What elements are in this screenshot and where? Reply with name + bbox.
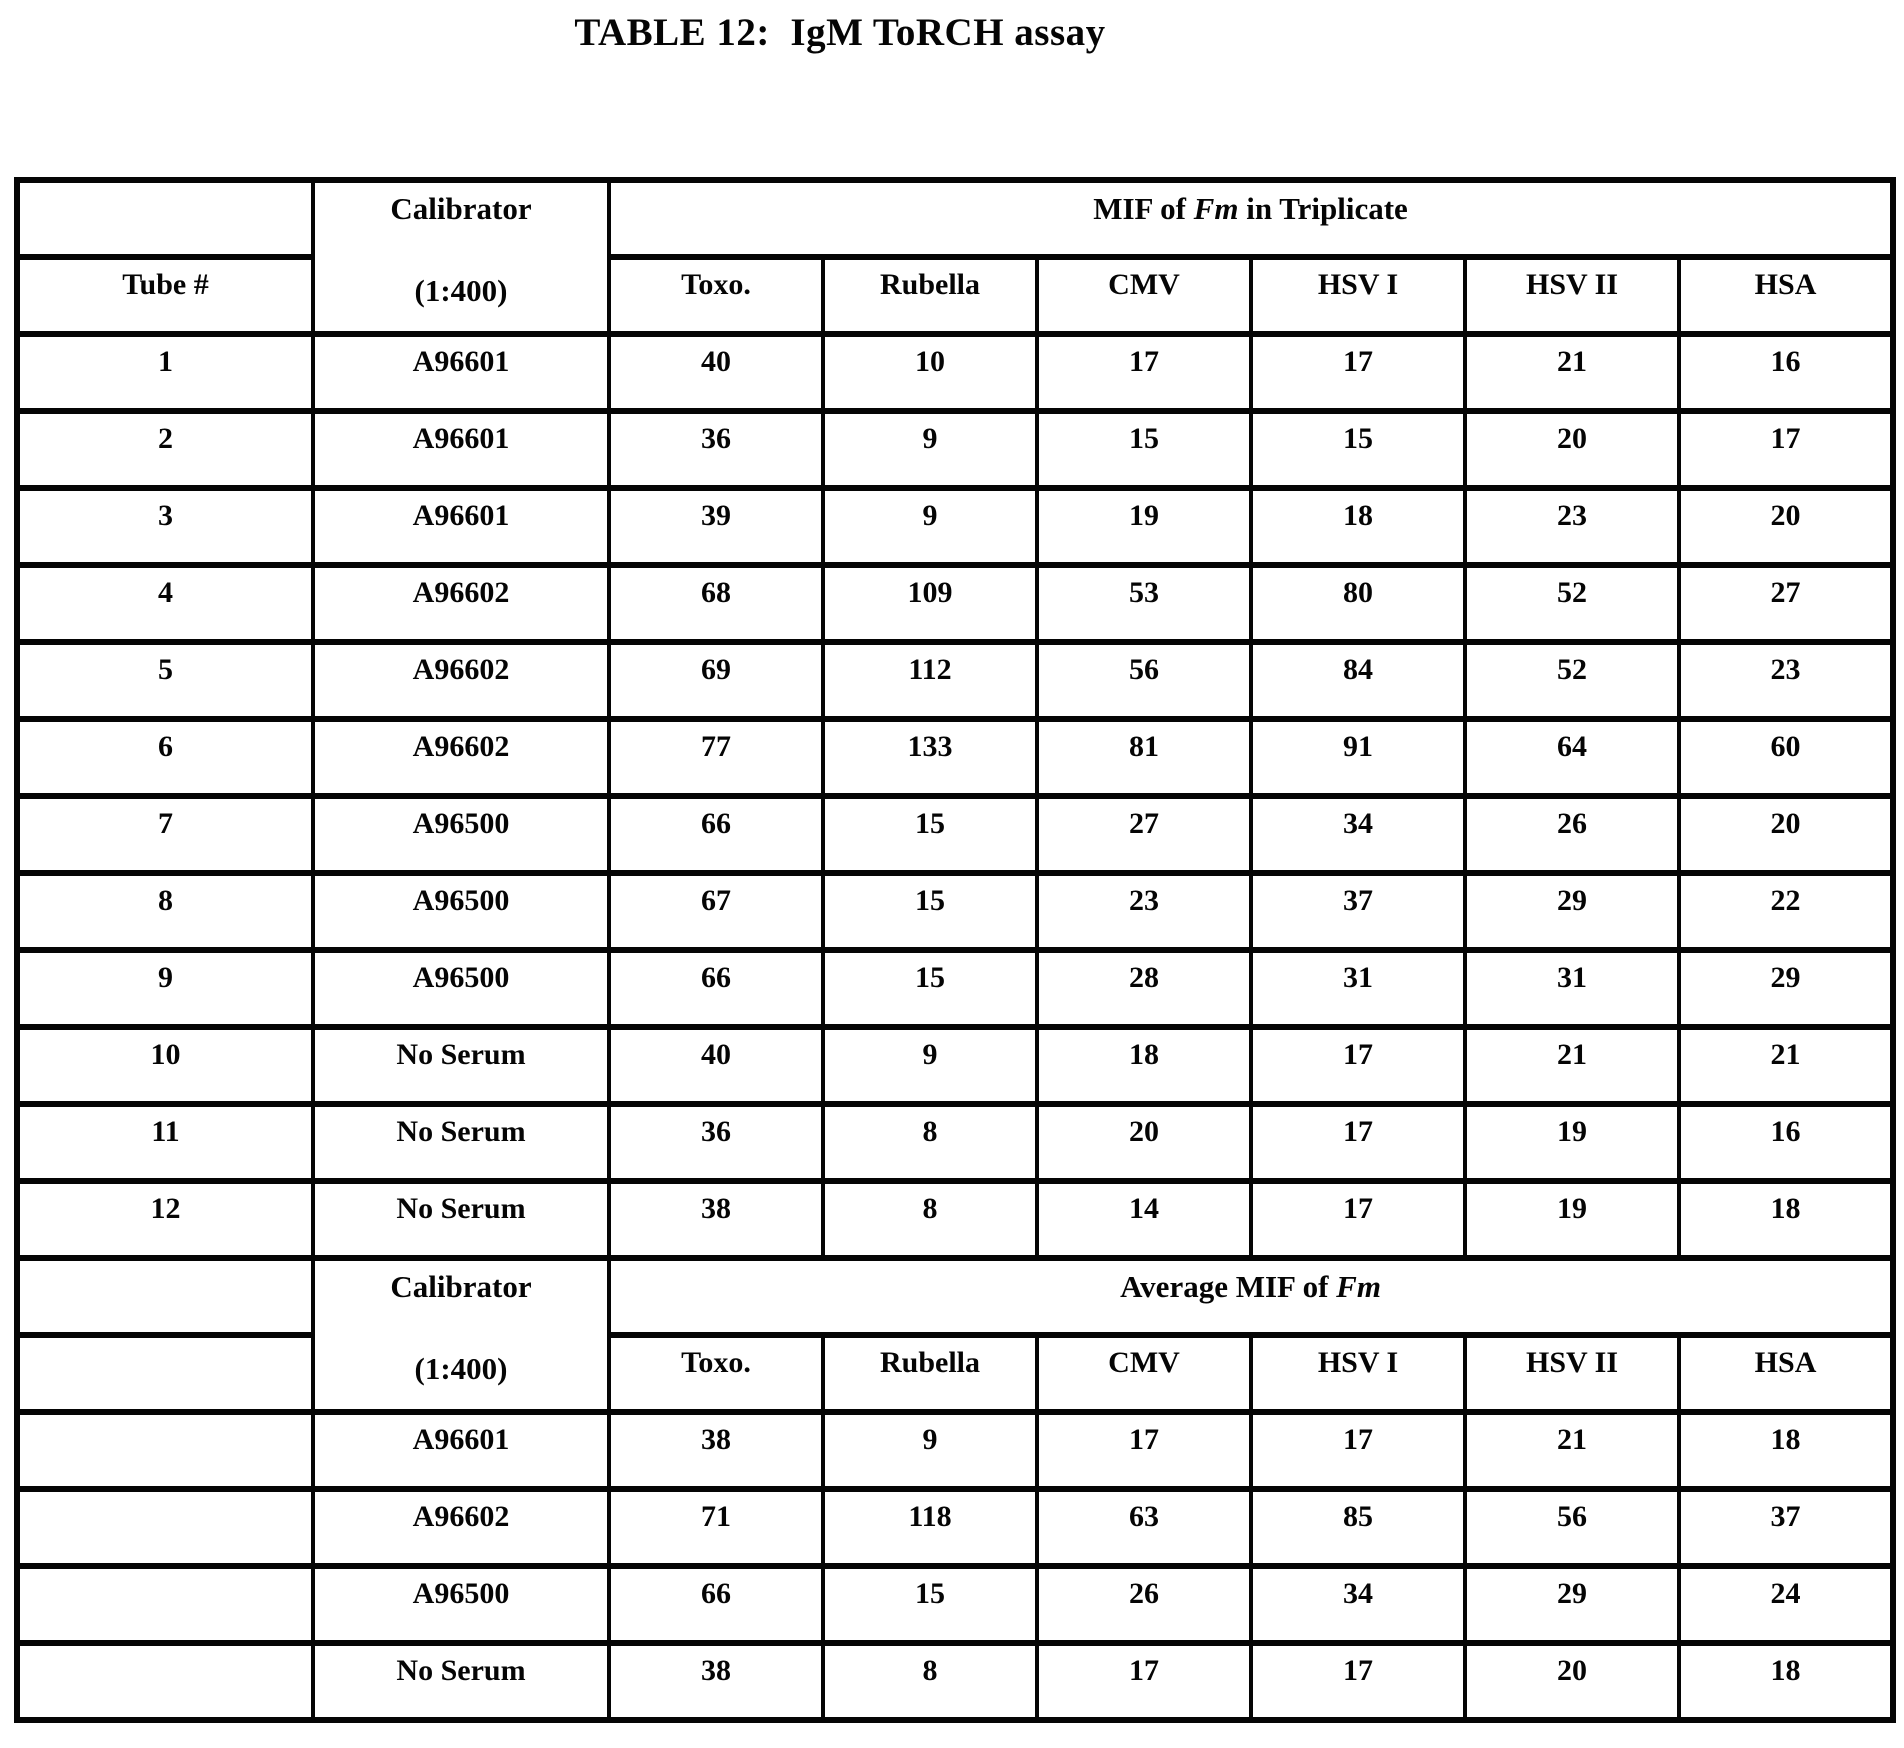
avg-value-hsv-i: 85 bbox=[1251, 1489, 1465, 1566]
value-hsa: 21 bbox=[1679, 1027, 1893, 1104]
value-cmv: 19 bbox=[1037, 488, 1251, 565]
avg-value-rubella: 9 bbox=[823, 1412, 1037, 1489]
value-hsv-ii: 52 bbox=[1465, 642, 1679, 719]
value-cmv: 28 bbox=[1037, 950, 1251, 1027]
avg-value-rubella: 15 bbox=[823, 1566, 1037, 1643]
avg-column-header-hsa: HSA bbox=[1679, 1335, 1893, 1412]
avg-value-hsv-i: 17 bbox=[1251, 1643, 1465, 1720]
avg-value-rubella: 118 bbox=[823, 1489, 1037, 1566]
value-rubella: 10 bbox=[823, 334, 1037, 411]
avg-column-header-hsv-i: HSV I bbox=[1251, 1335, 1465, 1412]
empty-cell bbox=[17, 1412, 313, 1489]
value-hsv-ii: 29 bbox=[1465, 873, 1679, 950]
value-hsa: 60 bbox=[1679, 719, 1893, 796]
column-header-toxo: Toxo. bbox=[609, 257, 823, 334]
triplicate-row-4 bbox=[17, 565, 1893, 642]
value-hsv-ii: 21 bbox=[1465, 1027, 1679, 1104]
value-hsv-i: 17 bbox=[1251, 334, 1465, 411]
value-hsa: 16 bbox=[1679, 1104, 1893, 1181]
value-toxo: 68 bbox=[609, 565, 823, 642]
section2-header-row-2 bbox=[17, 1335, 1893, 1412]
triplicate-row-1 bbox=[17, 334, 1893, 411]
value-rubella: 15 bbox=[823, 873, 1037, 950]
calibrator-cell: A96601 bbox=[313, 411, 609, 488]
empty-cell bbox=[17, 1489, 313, 1566]
avg-value-hsa: 24 bbox=[1679, 1566, 1893, 1643]
tube-number-cell: 5 bbox=[17, 642, 313, 719]
value-hsa: 17 bbox=[1679, 411, 1893, 488]
avg-value-toxo: 38 bbox=[609, 1643, 823, 1720]
value-cmv: 23 bbox=[1037, 873, 1251, 950]
value-hsv-i: 80 bbox=[1251, 565, 1465, 642]
igm-torch-assay-table bbox=[14, 177, 1896, 1723]
value-hsv-i: 84 bbox=[1251, 642, 1465, 719]
fm-italic: Fm bbox=[1193, 191, 1239, 226]
calibrator-cell: A96602 bbox=[313, 565, 609, 642]
tube-number-cell: 8 bbox=[17, 873, 313, 950]
value-hsv-i: 91 bbox=[1251, 719, 1465, 796]
tube-number-cell: 1 bbox=[17, 334, 313, 411]
table-title: TABLE 12: IgM ToRCH assay bbox=[574, 11, 1106, 54]
triplicate-row-2 bbox=[17, 411, 1893, 488]
value-hsv-ii: 21 bbox=[1465, 334, 1679, 411]
avg-value-toxo: 66 bbox=[609, 1566, 823, 1643]
value-cmv: 15 bbox=[1037, 411, 1251, 488]
value-toxo: 67 bbox=[609, 873, 823, 950]
value-hsv-i: 17 bbox=[1251, 1181, 1465, 1258]
section1-header-row-1 bbox=[17, 180, 1893, 257]
value-toxo: 36 bbox=[609, 411, 823, 488]
avg-value-rubella: 8 bbox=[823, 1643, 1037, 1720]
avg-value-hsv-i: 34 bbox=[1251, 1566, 1465, 1643]
value-cmv: 56 bbox=[1037, 642, 1251, 719]
avg-value-hsv-ii: 21 bbox=[1465, 1412, 1679, 1489]
average-mif-header bbox=[609, 1258, 1893, 1335]
avg-calibrator-cell: A96500 bbox=[313, 1566, 609, 1643]
value-rubella: 9 bbox=[823, 1027, 1037, 1104]
calibrator-cell: A96602 bbox=[313, 719, 609, 796]
value-cmv: 20 bbox=[1037, 1104, 1251, 1181]
section2-header-row-1 bbox=[17, 1258, 1893, 1335]
avg-value-hsa: 37 bbox=[1679, 1489, 1893, 1566]
avg-value-cmv: 17 bbox=[1037, 1643, 1251, 1720]
calibrator-cell: A96601 bbox=[313, 334, 609, 411]
avg-value-toxo: 71 bbox=[609, 1489, 823, 1566]
mif-header-text: MIF of bbox=[1093, 191, 1194, 226]
value-toxo: 38 bbox=[609, 1181, 823, 1258]
value-cmv: 81 bbox=[1037, 719, 1251, 796]
avg-column-header-cmv: CMV bbox=[1037, 1335, 1251, 1412]
value-toxo: 66 bbox=[609, 950, 823, 1027]
triplicate-row-12 bbox=[17, 1181, 1893, 1258]
value-toxo: 36 bbox=[609, 1104, 823, 1181]
value-cmv: 18 bbox=[1037, 1027, 1251, 1104]
empty-cell bbox=[17, 1643, 313, 1720]
tube-number-header: Tube # bbox=[17, 257, 313, 334]
value-hsa: 23 bbox=[1679, 642, 1893, 719]
column-header-cmv: CMV bbox=[1037, 257, 1251, 334]
avg-value-hsv-i: 17 bbox=[1251, 1412, 1465, 1489]
value-hsv-i: 31 bbox=[1251, 950, 1465, 1027]
avg-calibrator-cell: A96601 bbox=[313, 1412, 609, 1489]
value-hsv-ii: 19 bbox=[1465, 1181, 1679, 1258]
value-rubella: 8 bbox=[823, 1181, 1037, 1258]
value-rubella: 109 bbox=[823, 565, 1037, 642]
avg-column-header-rubella: Rubella bbox=[823, 1335, 1037, 1412]
triplicate-row-11 bbox=[17, 1104, 1893, 1181]
value-rubella: 9 bbox=[823, 411, 1037, 488]
calibrator-cell: A96601 bbox=[313, 488, 609, 565]
average-row-a96602 bbox=[17, 1489, 1893, 1566]
calibrator-cell: A96602 bbox=[313, 642, 609, 719]
value-hsv-ii: 19 bbox=[1465, 1104, 1679, 1181]
value-rubella: 8 bbox=[823, 1104, 1037, 1181]
value-cmv: 17 bbox=[1037, 334, 1251, 411]
value-cmv: 14 bbox=[1037, 1181, 1251, 1258]
avg-value-cmv: 26 bbox=[1037, 1566, 1251, 1643]
calibrator-cell: A96500 bbox=[313, 873, 609, 950]
avg-value-hsv-ii: 29 bbox=[1465, 1566, 1679, 1643]
avg-column-header-toxo: Toxo. bbox=[609, 1335, 823, 1412]
value-hsa: 20 bbox=[1679, 488, 1893, 565]
calibrator-header-cell bbox=[313, 180, 609, 334]
avg-value-hsv-ii: 56 bbox=[1465, 1489, 1679, 1566]
average-row-a96601 bbox=[17, 1412, 1893, 1489]
mif-triplicate-header bbox=[609, 180, 1893, 257]
column-header-hsv-i: HSV I bbox=[1251, 257, 1465, 334]
tube-number-cell: 3 bbox=[17, 488, 313, 565]
column-header-hsv-ii: HSV II bbox=[1465, 257, 1679, 334]
tube-number-cell: 2 bbox=[17, 411, 313, 488]
triplicate-row-7 bbox=[17, 796, 1893, 873]
average-row-no-serum bbox=[17, 1643, 1893, 1720]
value-toxo: 77 bbox=[609, 719, 823, 796]
value-hsv-i: 15 bbox=[1251, 411, 1465, 488]
empty-cell bbox=[17, 1258, 313, 1335]
section1-header-row-2 bbox=[17, 257, 1893, 334]
value-hsv-ii: 26 bbox=[1465, 796, 1679, 873]
avg-value-hsv-ii: 20 bbox=[1465, 1643, 1679, 1720]
value-hsv-i: 17 bbox=[1251, 1027, 1465, 1104]
avg-calibrator-cell: A96602 bbox=[313, 1489, 609, 1566]
triplicate-row-10 bbox=[17, 1027, 1893, 1104]
value-hsv-ii: 31 bbox=[1465, 950, 1679, 1027]
value-hsv-i: 17 bbox=[1251, 1104, 1465, 1181]
avg-calibrator-header-cell bbox=[313, 1258, 609, 1412]
value-hsa: 29 bbox=[1679, 950, 1893, 1027]
average-row-a96500 bbox=[17, 1566, 1893, 1643]
value-cmv: 53 bbox=[1037, 565, 1251, 642]
avg-value-cmv: 63 bbox=[1037, 1489, 1251, 1566]
value-rubella: 133 bbox=[823, 719, 1037, 796]
value-rubella: 112 bbox=[823, 642, 1037, 719]
calibrator-cell: No Serum bbox=[313, 1027, 609, 1104]
calibrator-label: Calibrator bbox=[390, 1269, 532, 1304]
tube-number-cell: 4 bbox=[17, 565, 313, 642]
tube-number-cell: 7 bbox=[17, 796, 313, 873]
avg-value-hsa: 18 bbox=[1679, 1412, 1893, 1489]
value-hsv-i: 37 bbox=[1251, 873, 1465, 950]
value-hsa: 18 bbox=[1679, 1181, 1893, 1258]
tube-number-cell: 12 bbox=[17, 1181, 313, 1258]
tube-number-cell: 9 bbox=[17, 950, 313, 1027]
triplicate-row-5 bbox=[17, 642, 1893, 719]
value-hsa: 20 bbox=[1679, 796, 1893, 873]
dilution-label: (1:400) bbox=[414, 273, 508, 308]
column-header-hsa: HSA bbox=[1679, 257, 1893, 334]
avg-column-header-hsv-ii: HSV II bbox=[1465, 1335, 1679, 1412]
tube-number-cell: 10 bbox=[17, 1027, 313, 1104]
mif-header-suffix: in Triplicate bbox=[1238, 191, 1408, 226]
value-toxo: 66 bbox=[609, 796, 823, 873]
value-rubella: 15 bbox=[823, 950, 1037, 1027]
triplicate-row-8 bbox=[17, 873, 1893, 950]
value-cmv: 27 bbox=[1037, 796, 1251, 873]
calibrator-cell: A96500 bbox=[313, 950, 609, 1027]
calibrator-cell: No Serum bbox=[313, 1181, 609, 1258]
value-toxo: 39 bbox=[609, 488, 823, 565]
triplicate-row-6 bbox=[17, 719, 1893, 796]
empty-cell bbox=[17, 1566, 313, 1643]
column-header-rubella: Rubella bbox=[823, 257, 1037, 334]
tube-number-cell: 11 bbox=[17, 1104, 313, 1181]
value-hsv-i: 34 bbox=[1251, 796, 1465, 873]
value-hsv-ii: 52 bbox=[1465, 565, 1679, 642]
value-toxo: 69 bbox=[609, 642, 823, 719]
value-hsa: 22 bbox=[1679, 873, 1893, 950]
value-hsa: 27 bbox=[1679, 565, 1893, 642]
calibrator-cell: A96500 bbox=[313, 796, 609, 873]
value-hsv-ii: 20 bbox=[1465, 411, 1679, 488]
value-toxo: 40 bbox=[609, 1027, 823, 1104]
value-hsv-ii: 64 bbox=[1465, 719, 1679, 796]
avg-value-toxo: 38 bbox=[609, 1412, 823, 1489]
avg-calibrator-cell: No Serum bbox=[313, 1643, 609, 1720]
avg-value-hsa: 18 bbox=[1679, 1643, 1893, 1720]
value-toxo: 40 bbox=[609, 334, 823, 411]
triplicate-row-3 bbox=[17, 488, 1893, 565]
dilution-label: (1:400) bbox=[414, 1351, 508, 1386]
value-hsa: 16 bbox=[1679, 334, 1893, 411]
value-rubella: 15 bbox=[823, 796, 1037, 873]
calibrator-cell: No Serum bbox=[313, 1104, 609, 1181]
fm-italic: Fm bbox=[1336, 1269, 1381, 1304]
triplicate-row-9 bbox=[17, 950, 1893, 1027]
value-rubella: 9 bbox=[823, 488, 1037, 565]
value-hsv-i: 18 bbox=[1251, 488, 1465, 565]
avg-header-text: Average MIF of bbox=[1120, 1269, 1337, 1304]
calibrator-label: Calibrator bbox=[390, 191, 532, 226]
tube-number-cell: 6 bbox=[17, 719, 313, 796]
empty-cell bbox=[17, 1335, 313, 1412]
corner-empty-cell bbox=[17, 180, 313, 257]
avg-value-cmv: 17 bbox=[1037, 1412, 1251, 1489]
value-hsv-ii: 23 bbox=[1465, 488, 1679, 565]
